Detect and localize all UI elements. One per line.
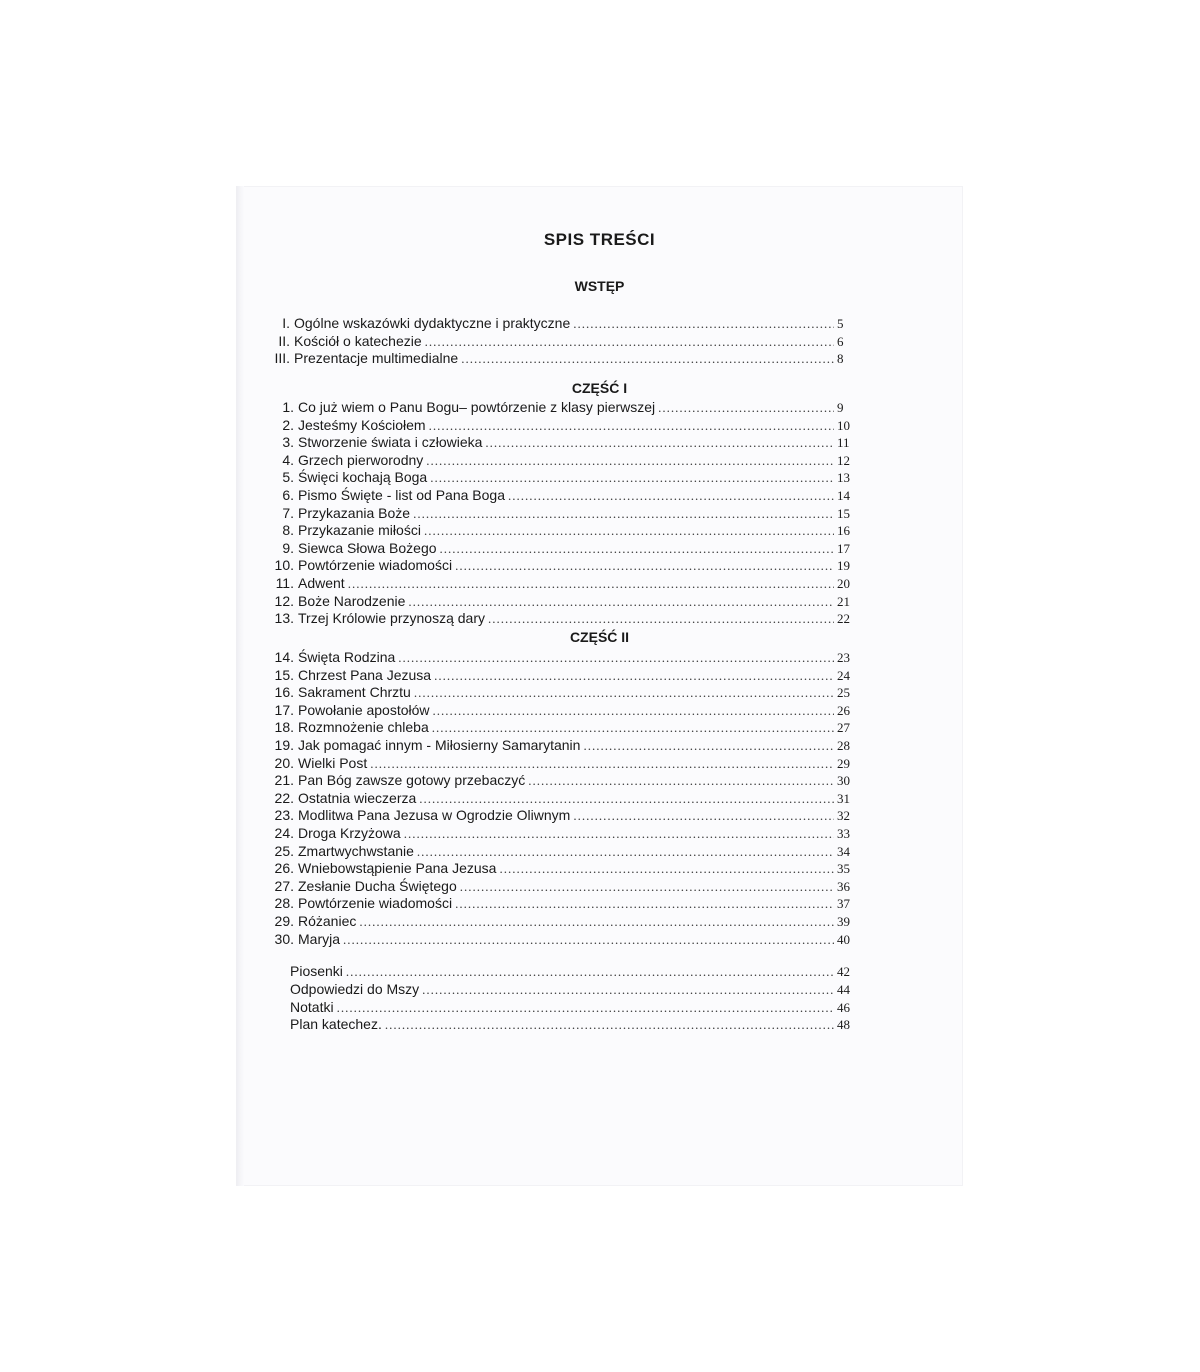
toc-entry xyxy=(272,433,857,451)
toc-entry-number: 30. xyxy=(274,930,294,947)
toc-entry-label: Adwent xyxy=(298,575,345,591)
dot-leader xyxy=(460,878,834,896)
toc-entry xyxy=(272,521,857,539)
dot-leader xyxy=(488,610,834,628)
toc-entry-label: Pan Bóg zawsze gotowy przebaczyć xyxy=(298,772,526,789)
toc-entry-page: 35 xyxy=(837,861,850,877)
toc-entry-label: Zmartwychwstanie xyxy=(298,842,414,859)
toc-entry xyxy=(290,962,857,980)
dot-leader xyxy=(434,667,834,685)
toc-entry xyxy=(290,1015,857,1033)
toc-entry xyxy=(272,877,857,895)
toc-entry-number: II. xyxy=(278,332,290,349)
toc-entry xyxy=(272,451,857,469)
dot-leader xyxy=(419,790,834,808)
toc-entry-label: Pismo Święte - list od Pana Boga xyxy=(298,487,505,503)
toc-entry xyxy=(272,683,857,701)
toc-entry-label: Święci kochają Boga xyxy=(298,469,428,486)
dot-leader xyxy=(370,755,834,773)
toc-entry-label: Ogólne wskazówki dydaktyczne i praktyczne xyxy=(294,315,571,331)
dot-leader xyxy=(508,487,834,505)
dot-leader xyxy=(429,417,834,435)
dot-leader xyxy=(658,399,834,417)
toc-entry-page: 19 xyxy=(837,558,850,574)
toc-entry xyxy=(272,556,857,574)
toc-entry-number: 27. xyxy=(274,877,294,894)
dot-leader xyxy=(408,593,834,611)
dot-leader xyxy=(413,505,834,523)
toc-entry-page: 8 xyxy=(837,351,844,366)
toc-entry-number: I. xyxy=(282,315,290,331)
toc-entry-number: 15. xyxy=(274,666,294,683)
dot-leader xyxy=(426,452,834,470)
toc-entry-number: 6. xyxy=(282,487,294,503)
dot-leader xyxy=(455,895,834,913)
toc-entry-page: 22 xyxy=(837,611,850,627)
dot-leader xyxy=(404,825,834,843)
dot-leader xyxy=(343,931,834,949)
toc-entry-number: 25. xyxy=(274,842,294,859)
dot-leader xyxy=(430,469,834,487)
dot-leader xyxy=(440,540,834,558)
toc-entry-number: 2. xyxy=(282,416,294,433)
dot-leader xyxy=(414,684,834,702)
toc-entry xyxy=(272,754,857,772)
toc-entry-label: Ostatnia wieczerza xyxy=(298,789,417,806)
toc-entry-number: 12. xyxy=(274,592,294,609)
toc-entry-label: Jak pomagać innym - Miłosierny Samarytanin xyxy=(298,737,581,753)
page-title: SPIS TREŚCI xyxy=(543,230,656,249)
toc-entry xyxy=(272,592,857,610)
toc-entry xyxy=(272,539,857,557)
toc-entry-number: 29. xyxy=(274,913,294,929)
toc-entry-label: Jesteśmy Kościołem xyxy=(298,416,426,433)
toc-entry xyxy=(272,574,857,592)
toc-entry-page: 40 xyxy=(837,931,850,947)
toc-entry-label: Co już wiem o Panu Bogu– powtórzenie z klasy pierwszej xyxy=(298,399,656,415)
toc-entry-number: 5. xyxy=(282,469,294,486)
toc-entry-label: Droga Krzyżowa xyxy=(298,825,401,841)
toc-entry-number: 3. xyxy=(282,434,294,451)
toc-entry-page: 13 xyxy=(837,470,850,486)
toc-entry-page: 16 xyxy=(837,523,850,539)
section-heading-intro: WSTĘP xyxy=(574,278,625,294)
dot-leader xyxy=(432,719,834,737)
toc-entry-number: 19. xyxy=(274,737,294,753)
toc-entry-label: Prezentacje multimedialne xyxy=(294,350,459,366)
toc-entry-page: 39 xyxy=(837,914,850,929)
toc-entry-label: Powtórzenie wiadomości xyxy=(298,895,453,912)
toc-entry xyxy=(272,894,857,912)
toc-entry-number: 10. xyxy=(274,557,294,574)
toc-entry-number: 21. xyxy=(274,772,294,789)
toc-entry xyxy=(272,842,857,860)
toc-entry-number: III. xyxy=(274,350,290,366)
toc-entry-page: 10 xyxy=(837,417,850,433)
toc-entry-number: 11. xyxy=(275,575,294,591)
toc-entry xyxy=(290,998,857,1016)
toc-entry xyxy=(272,859,857,877)
toc-entry-label: Święta Rodzina xyxy=(298,649,396,665)
toc-entry xyxy=(272,806,857,824)
toc-entry-label: Odpowiedzi do Mszy xyxy=(290,980,420,997)
toc-entry-number: 14. xyxy=(274,649,294,665)
toc-entry-number: 17. xyxy=(274,701,294,718)
toc-entry-label: Różaniec xyxy=(298,913,357,929)
toc-entry xyxy=(272,824,857,842)
toc-entry xyxy=(272,398,857,416)
toc-entry-page: 28 xyxy=(837,738,850,753)
dot-leader xyxy=(346,963,834,981)
toc-entry-label: Siewca Słowa Bożego xyxy=(298,539,437,556)
toc-entry-page: 6 xyxy=(837,333,844,349)
toc-entry-page: 31 xyxy=(837,790,850,806)
dot-leader xyxy=(461,350,834,368)
toc-entry-label: Wniebowstąpienie Pana Jezusa xyxy=(298,860,497,877)
toc-entry-page: 36 xyxy=(837,878,850,894)
section-heading-part1: CZĘŚĆ I xyxy=(571,380,628,396)
toc-entry-label: Modlitwa Pana Jezusa w Ogrodzie Oliwnym xyxy=(298,807,571,824)
toc-entry xyxy=(272,486,857,504)
dot-leader xyxy=(485,434,834,452)
toc-entry-number: 18. xyxy=(274,719,294,736)
toc-entry xyxy=(272,701,857,719)
toc-entry-label: Sakrament Chrztu xyxy=(298,684,411,701)
toc-entry-page: 27 xyxy=(837,720,850,736)
section-heading-part2: CZĘŚĆ II xyxy=(569,629,630,645)
toc-entry-label: Boże Narodzenie xyxy=(298,592,406,609)
document-page xyxy=(236,186,963,1186)
toc-entry xyxy=(272,416,857,434)
toc-entry-number: 22. xyxy=(274,789,294,806)
toc-entry-label: Stworzenie świata i człowieka xyxy=(298,434,483,451)
toc-entry-label: Wielki Post xyxy=(298,754,368,771)
toc-entry xyxy=(272,771,857,789)
toc-entry xyxy=(272,718,857,736)
toc-entry-page: 23 xyxy=(837,650,850,665)
dot-leader xyxy=(425,333,834,351)
toc-entry-page: 42 xyxy=(837,964,850,979)
toc-entry-number: 20. xyxy=(274,754,294,771)
dot-leader xyxy=(433,702,834,720)
toc-entry-page: 15 xyxy=(837,505,850,521)
toc-entry-page: 46 xyxy=(837,999,850,1015)
toc-entry-page: 29 xyxy=(837,755,850,771)
toc-entry-page: 33 xyxy=(837,826,850,841)
toc-entry-label: Piosenki xyxy=(290,963,343,979)
toc-entry-number: 28. xyxy=(274,895,294,912)
dot-leader xyxy=(499,860,834,878)
toc-entry-label: Chrzest Pana Jezusa xyxy=(298,666,432,683)
toc-entry-page: 21 xyxy=(837,593,850,609)
toc-entry-page: 5 xyxy=(837,316,844,331)
dot-leader xyxy=(337,999,834,1017)
toc-entry-page: 12 xyxy=(837,452,850,468)
toc-entry xyxy=(272,648,857,666)
toc-entry-page: 14 xyxy=(837,488,850,503)
toc-entry-page: 20 xyxy=(837,576,850,591)
toc-entry xyxy=(272,666,857,684)
toc-entry-label: Grzech pierworodny xyxy=(298,451,424,468)
toc-entry-page: 9 xyxy=(837,400,844,415)
toc-entry-page: 37 xyxy=(837,896,850,912)
toc-entry-page: 24 xyxy=(837,667,850,683)
dot-leader xyxy=(398,649,834,667)
dot-leader xyxy=(422,981,834,999)
toc-entry-number: 24. xyxy=(274,825,294,841)
toc-entry-number: 4. xyxy=(282,451,294,468)
toc-entry-page: 11 xyxy=(837,435,850,451)
dot-leader xyxy=(455,557,834,575)
toc-entry-page: 25 xyxy=(837,685,850,701)
toc-entry-label: Plan katechez. xyxy=(290,1016,382,1033)
toc-entry-number: 9. xyxy=(282,539,294,556)
dot-leader xyxy=(573,807,834,825)
toc-entry-number: 26. xyxy=(274,860,294,877)
toc-entry-page: 17 xyxy=(837,540,850,556)
toc-entry-page: 32 xyxy=(837,808,850,824)
toc-entry-number: 23. xyxy=(274,807,294,824)
toc-entry-label: Przykazania Boże xyxy=(298,504,411,521)
toc-entry-number: 8. xyxy=(282,522,294,539)
toc-entry xyxy=(272,930,857,948)
toc-entry-page: 48 xyxy=(837,1017,850,1033)
toc-entry xyxy=(272,468,857,486)
dot-leader xyxy=(359,913,834,931)
toc-entry-label: Notatki xyxy=(290,998,334,1015)
dot-leader xyxy=(417,843,834,861)
toc-entry-page: 26 xyxy=(837,702,850,718)
toc-entry xyxy=(272,504,857,522)
toc-entry-page: 44 xyxy=(837,981,850,997)
toc-entry-number: 13. xyxy=(274,610,294,627)
toc-entry xyxy=(272,912,857,930)
toc-entry xyxy=(272,349,857,367)
toc-entry xyxy=(272,609,857,627)
toc-entry-label: Przykazanie miłości xyxy=(298,522,421,539)
dot-leader xyxy=(573,315,834,333)
dot-leader xyxy=(385,1016,834,1034)
dot-leader xyxy=(348,575,834,593)
toc-entry xyxy=(272,332,857,350)
toc-entry-label: Kościół o katechezie xyxy=(294,332,422,349)
toc-entry-label: Powtórzenie wiadomości xyxy=(298,557,453,574)
toc-entry xyxy=(290,980,857,998)
toc-entry-page: 30 xyxy=(837,773,850,789)
toc-entry-label: Trzej Królowie przynoszą dary xyxy=(298,610,485,627)
toc-entry xyxy=(272,789,857,807)
toc-entry-label: Rozmnożenie chleba xyxy=(298,719,429,736)
toc-entry-number: 7. xyxy=(282,504,294,521)
toc-entry xyxy=(272,314,857,332)
toc-entry xyxy=(272,736,857,754)
toc-entry-number: 1. xyxy=(282,399,294,415)
toc-entry-number: 16. xyxy=(274,684,294,701)
toc-entry-label: Maryja xyxy=(298,930,341,947)
toc-entry-label: Powołanie apostołów xyxy=(298,701,430,718)
toc-entry-label: Zesłanie Ducha Świętego xyxy=(298,877,457,894)
toc-entry-page: 34 xyxy=(837,843,850,859)
dot-leader xyxy=(424,522,834,540)
dot-leader xyxy=(583,737,834,755)
dot-leader xyxy=(528,772,834,790)
